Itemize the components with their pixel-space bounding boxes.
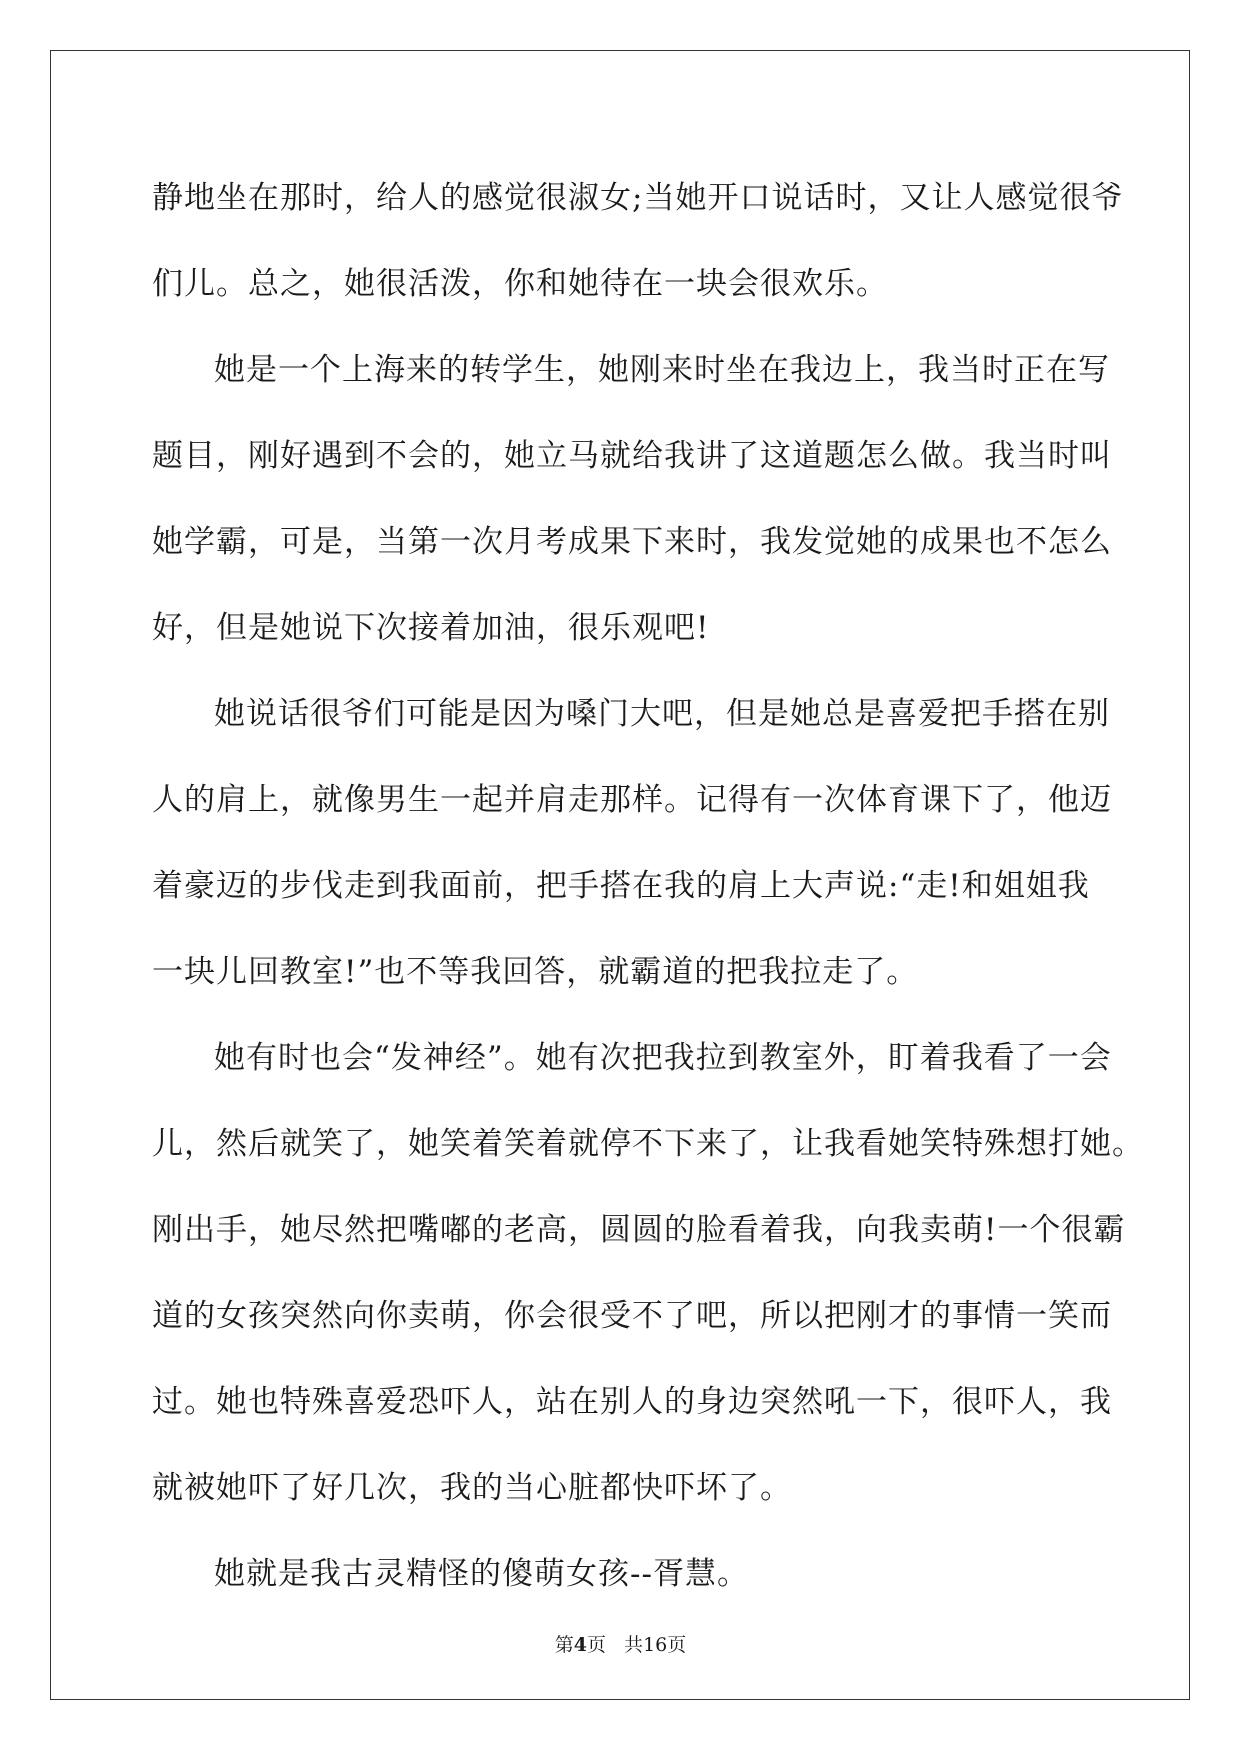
text-line: 她是一个上海来的转学生，她刚来时坐在我边上，我当时正在写 — [214, 352, 1110, 388]
total-number: 16 — [643, 1634, 668, 1656]
text-line: 她有时也会“发神经”。她有次把我拉到教室外，盯着我看了一会 — [214, 1040, 1112, 1076]
text-line: 静地坐在那时，给人的感觉很淑女;当她开口说话时，又让人感觉很爷 — [152, 180, 1124, 216]
text-line: 她学霸，可是，当第一次月考成果下来时，我发觉她的成果也不怎么 — [152, 524, 1112, 560]
page-indicator — [555, 1634, 606, 1656]
document-body — [152, 155, 1144, 1617]
text-line: 题目，刚好遇到不会的，她立马就给我讲了这道题怎么做。我当时叫 — [152, 438, 1112, 474]
text-line: 道的女孩突然向你卖萌，你会很受不了吧，所以把刚才的事情一笑而 — [152, 1298, 1112, 1334]
total-label: 共 — [624, 1634, 644, 1656]
text-line: 着豪迈的步伐走到我面前，把手搭在我的肩上大声说:“走!和姐姐我 — [152, 868, 1090, 904]
text-line: 刚出手，她尽然把嘴嘟的老高，圆圆的脸看着我，向我卖萌!一个很霸 — [152, 1212, 1126, 1248]
text-line: 们儿。总之，她很活泼，你和她待在一块会很欢乐。 — [152, 266, 888, 302]
page-footer — [0, 1630, 1241, 1657]
text-line: 过。她也特殊喜爱恐吓人，站在别人的身边突然吼一下，很吓人，我 — [152, 1384, 1112, 1420]
page-unit: 页 — [586, 1634, 606, 1656]
text-line: 一块儿回教室!”也不等我回答，就霸道的把我拉走了。 — [152, 954, 919, 990]
text-line: 她就是我古灵精怪的傻萌女孩--胥慧。 — [214, 1556, 749, 1592]
text-line: 她说话很爷们可能是因为嗓门大吧，但是她总是喜爱把手搭在别 — [214, 696, 1110, 732]
page-number: 4 — [573, 1634, 587, 1656]
page-label: 第 — [554, 1634, 574, 1656]
text-line: 人的肩上，就像男生一起并肩走那样。记得有一次体育课下了，他迈 — [152, 782, 1112, 818]
total-indicator — [624, 1634, 686, 1656]
total-unit: 页 — [667, 1634, 687, 1656]
text-line: 就被她吓了好几次，我的当心脏都快吓坏了。 — [152, 1470, 792, 1506]
text-line: 好，但是她说下次接着加油，很乐观吧! — [152, 610, 710, 646]
text-line: 儿，然后就笑了，她笑着笑着就停不下来了，让我看她笑特殊想打她。 — [152, 1126, 1144, 1162]
